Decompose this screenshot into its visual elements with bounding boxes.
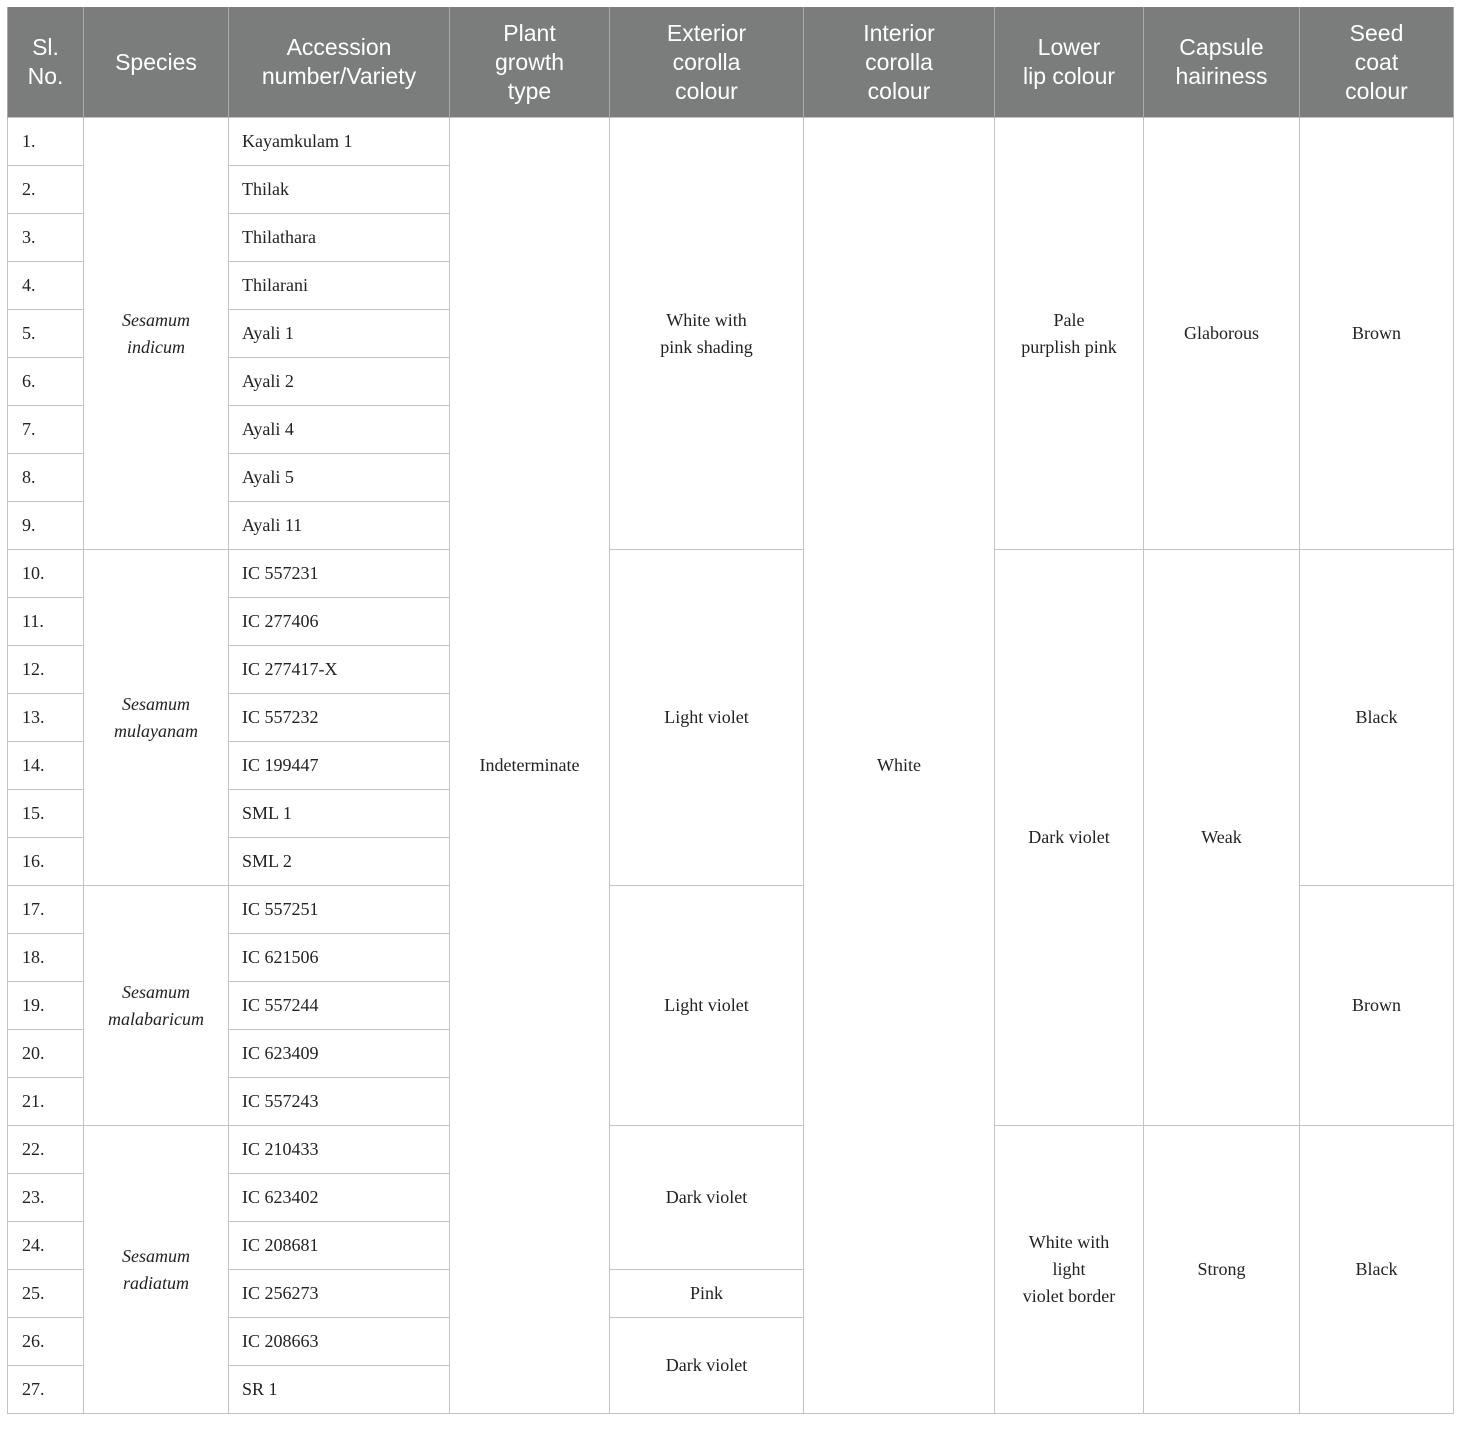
sl-cell: 4. [8, 262, 84, 310]
sl-cell: 10. [8, 550, 84, 598]
accession-cell: Thilarani [229, 262, 450, 310]
accession-cell: IC 208681 [229, 1222, 450, 1270]
sl-cell: 19. [8, 982, 84, 1030]
header-accession: Accession number/Variety [229, 7, 450, 118]
seed-coat-cell: Black [1300, 1126, 1454, 1414]
exterior-corolla-cell: Pink [610, 1270, 804, 1318]
sl-cell: 17. [8, 886, 84, 934]
exterior-corolla-cell: Dark violet [610, 1318, 804, 1414]
species-cell: Sesamum indicum [84, 118, 229, 550]
sl-cell: 5. [8, 310, 84, 358]
accession-cell: IC 621506 [229, 934, 450, 982]
exterior-corolla-cell: Dark violet [610, 1126, 804, 1270]
accession-cell: IC 256273 [229, 1270, 450, 1318]
accession-cell: IC 623409 [229, 1030, 450, 1078]
sl-cell: 2. [8, 166, 84, 214]
sl-cell: 26. [8, 1318, 84, 1366]
table-row [8, 1126, 1454, 1174]
header-capsule-hairiness: Capsule hairiness [1144, 7, 1300, 118]
seed-coat-cell: Brown [1300, 886, 1454, 1126]
sl-cell: 1. [8, 118, 84, 166]
header-lower-lip: Lower lip colour [995, 7, 1144, 118]
sl-cell: 9. [8, 502, 84, 550]
accession-cell: IC 557232 [229, 694, 450, 742]
lower-lip-cell: White with light violet border [995, 1126, 1144, 1414]
seed-coat-cell: Brown [1300, 118, 1454, 550]
table-container [7, 7, 1453, 1414]
species-cell: Sesamum mulayanam [84, 550, 229, 886]
sl-cell: 18. [8, 934, 84, 982]
exterior-corolla-cell: White with pink shading [610, 118, 804, 550]
accession-cell: SR 1 [229, 1366, 450, 1414]
sl-cell: 16. [8, 838, 84, 886]
sl-cell: 12. [8, 646, 84, 694]
header-exterior-corolla: Exterior corolla colour [610, 7, 804, 118]
accession-cell: Thilak [229, 166, 450, 214]
accession-cell: IC 557244 [229, 982, 450, 1030]
accession-cell: Thilathara [229, 214, 450, 262]
sl-cell: 15. [8, 790, 84, 838]
sl-cell: 24. [8, 1222, 84, 1270]
accession-cell: Ayali 2 [229, 358, 450, 406]
accession-cell: SML 2 [229, 838, 450, 886]
header-seed-coat: Seed coat colour [1300, 7, 1454, 118]
sl-cell: 7. [8, 406, 84, 454]
sl-cell: 22. [8, 1126, 84, 1174]
capsule-hairiness-cell: Weak [1144, 550, 1300, 1126]
exterior-corolla-cell: Light violet [610, 550, 804, 886]
species-cell: Sesamum malabaricum [84, 886, 229, 1126]
accession-cell: IC 208663 [229, 1318, 450, 1366]
species-cell: Sesamum radiatum [84, 1126, 229, 1414]
header-row [8, 7, 1454, 118]
growth-type-cell: Indeterminate [450, 118, 610, 1414]
accession-cell: IC 277417-X [229, 646, 450, 694]
header-interior-corolla: Interior corolla colour [804, 7, 995, 118]
sl-cell: 8. [8, 454, 84, 502]
sesamum-traits-table [7, 7, 1454, 1414]
accession-cell: IC 210433 [229, 1126, 450, 1174]
sl-cell: 14. [8, 742, 84, 790]
sl-cell: 6. [8, 358, 84, 406]
capsule-hairiness-cell: Glaborous [1144, 118, 1300, 550]
seed-coat-cell: Black [1300, 550, 1454, 886]
interior-corolla-cell: White [804, 118, 995, 1414]
accession-cell: IC 557243 [229, 1078, 450, 1126]
sl-cell: 27. [8, 1366, 84, 1414]
accession-cell: Kayamkulam 1 [229, 118, 450, 166]
lower-lip-cell: Pale purplish pink [995, 118, 1144, 550]
table-row [8, 118, 1454, 166]
sl-cell: 20. [8, 1030, 84, 1078]
accession-cell: IC 199447 [229, 742, 450, 790]
header-growth-type: Plant growth type [450, 7, 610, 118]
header-species: Species [84, 7, 229, 118]
accession-cell: SML 1 [229, 790, 450, 838]
accession-cell: IC 277406 [229, 598, 450, 646]
exterior-corolla-cell: Light violet [610, 886, 804, 1126]
accession-cell: IC 623402 [229, 1174, 450, 1222]
sl-cell: 13. [8, 694, 84, 742]
accession-cell: Ayali 5 [229, 454, 450, 502]
sl-cell: 21. [8, 1078, 84, 1126]
table-row [8, 550, 1454, 598]
sl-cell: 23. [8, 1174, 84, 1222]
accession-cell: Ayali 1 [229, 310, 450, 358]
sl-cell: 11. [8, 598, 84, 646]
capsule-hairiness-cell: Strong [1144, 1126, 1300, 1414]
accession-cell: Ayali 11 [229, 502, 450, 550]
accession-cell: Ayali 4 [229, 406, 450, 454]
accession-cell: IC 557231 [229, 550, 450, 598]
accession-cell: IC 557251 [229, 886, 450, 934]
sl-cell: 25. [8, 1270, 84, 1318]
sl-cell: 3. [8, 214, 84, 262]
header-sl-no: Sl. No. [8, 7, 84, 118]
lower-lip-cell: Dark violet [995, 550, 1144, 1126]
